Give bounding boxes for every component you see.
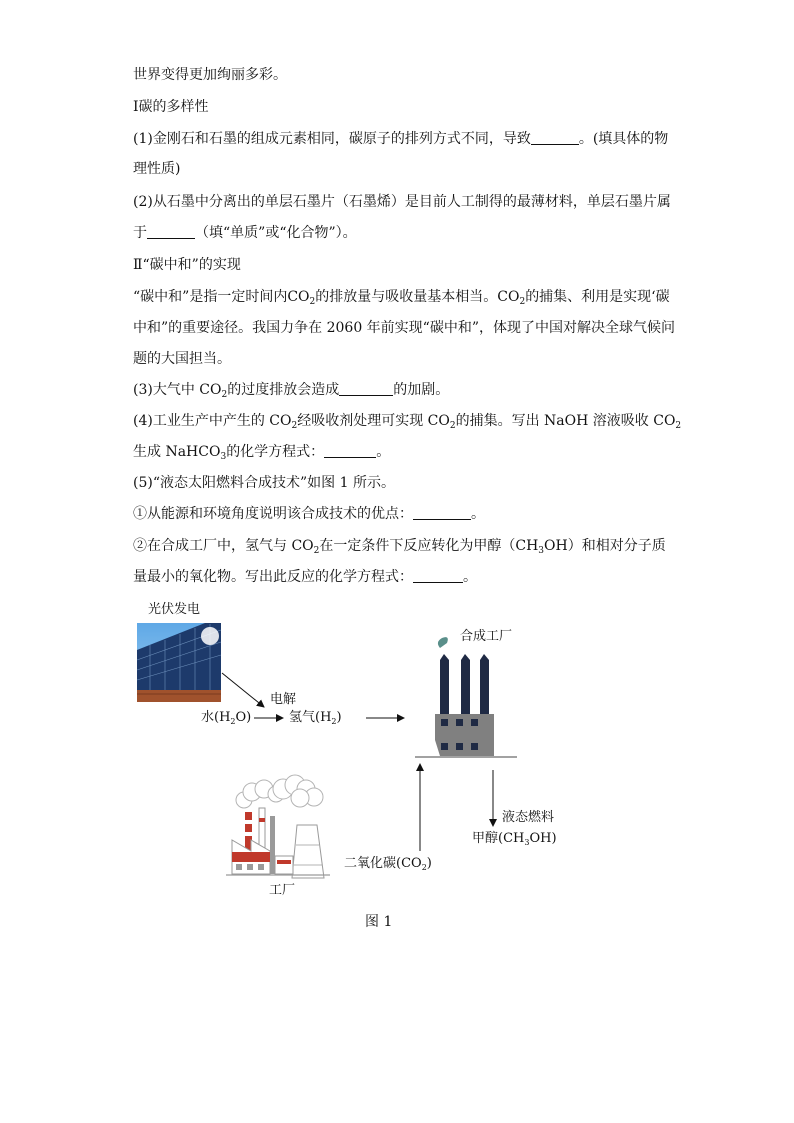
text-seg: 的排放量与吸收量基本相当。CO	[315, 289, 520, 305]
co2-label	[344, 856, 432, 872]
arrow-solar-to-electrolysis	[222, 673, 264, 707]
text-seg: 的化学方程式：	[226, 444, 325, 460]
text-seg: 量最小的氧化物。写出此反应的化学方程式：	[133, 569, 413, 585]
solar-panel-image	[137, 623, 221, 702]
subscript: 2	[291, 421, 298, 431]
synthesis-factory-label: 合成工厂	[460, 629, 513, 644]
plant-label: 工厂	[269, 883, 296, 898]
question-2: (2)从石墨中分离出的单层石墨片（石墨烯）是目前人工制得的最薄材料，单层石墨片属	[133, 194, 671, 210]
text-seg: 。	[463, 569, 477, 585]
text-line: 世界变得更加绚丽多彩。	[133, 67, 287, 83]
text-seg: (4)工业生产中产生的 CO	[133, 413, 292, 429]
section-heading-carbon-neutral: Ⅱ“碳中和”的实现	[133, 257, 241, 273]
text-seg: 的捕集、利用是实现‘碳	[525, 289, 670, 305]
subscript: 2	[519, 297, 526, 307]
electrolysis-label: 电解	[270, 692, 297, 707]
subscript: 2	[421, 863, 427, 872]
question-5: (5)“液态太阳燃料合成技术”如图 1 所示。	[133, 475, 395, 491]
text-seg: 甲醇(CH	[472, 831, 525, 846]
subscript: 2	[449, 421, 456, 431]
hydrogen-label	[289, 710, 342, 726]
text-seg: 。(填具体的物	[578, 131, 669, 147]
subscript: 3	[538, 546, 545, 556]
section-heading-carbon-diversity: Ⅰ碳的多样性	[133, 99, 209, 115]
text-seg: 在一定条件下反应转化为甲醇（CH	[319, 538, 539, 554]
methanol-label	[472, 831, 557, 847]
subscript: 2	[309, 297, 316, 307]
subscript: 2	[313, 546, 320, 556]
text-line: 题的大国担当。	[133, 351, 231, 367]
subscript: 3	[524, 838, 530, 847]
text-seg: “碳中和”是指一定时间内CO	[133, 289, 310, 305]
subscript: 3	[220, 452, 227, 462]
text-seg: 于	[133, 225, 147, 241]
subscript: 2	[230, 717, 236, 726]
figure-caption: 图 1	[365, 914, 393, 930]
text-seg: ②在合成工厂中，氢气与 CO	[133, 538, 314, 554]
solar-power-label: 光伏发电	[148, 602, 201, 617]
text-seg: （填“单质”或“化合物”）。	[195, 225, 357, 241]
subscript: 2	[675, 421, 682, 431]
text-seg: ①从能源和环境角度说明该合成技术的优点：	[133, 506, 413, 522]
text-seg: (3)大气中 CO	[133, 382, 222, 398]
subscript: 2	[221, 390, 228, 400]
synthesis-factory-icon	[415, 637, 517, 757]
emitting-factory-icon	[226, 775, 330, 878]
text-seg: 。	[471, 506, 485, 522]
subscript: 2	[331, 717, 337, 726]
text-seg: 水(H	[201, 710, 231, 725]
text-seg: (1)金刚石和石墨的组成元素相同，碳原子的排列方式不同，导致	[133, 131, 531, 147]
text-seg: OH）和相对分子质	[544, 538, 666, 554]
text-seg: 。	[376, 444, 391, 460]
text-seg: 的加剧。	[393, 382, 450, 398]
text-seg: O)	[235, 710, 252, 725]
text-seg: )	[336, 710, 342, 725]
text-line: 中和”的重要途径。我国力争在 2060 年前实现“碳中和”，体现了中国对解决全球气候问	[133, 320, 675, 336]
text-seg: 经吸收剂处理可实现 CO	[297, 413, 450, 429]
water-label	[201, 710, 251, 726]
text-line: 理性质)	[133, 161, 181, 177]
text-seg: 氢气(H	[289, 710, 332, 725]
text-seg: 生成 NaHCO	[133, 444, 221, 460]
text-seg: )	[426, 856, 432, 871]
text-seg: 的捕集。写出 NaOH 溶液吸收 CO	[455, 413, 676, 429]
text-seg: OH)	[529, 831, 557, 846]
text-seg: 二氧化碳(CO	[344, 856, 422, 871]
text-seg: 的过度排放会造成	[227, 382, 340, 398]
liquid-fuel-label: 液态燃料	[502, 810, 555, 825]
